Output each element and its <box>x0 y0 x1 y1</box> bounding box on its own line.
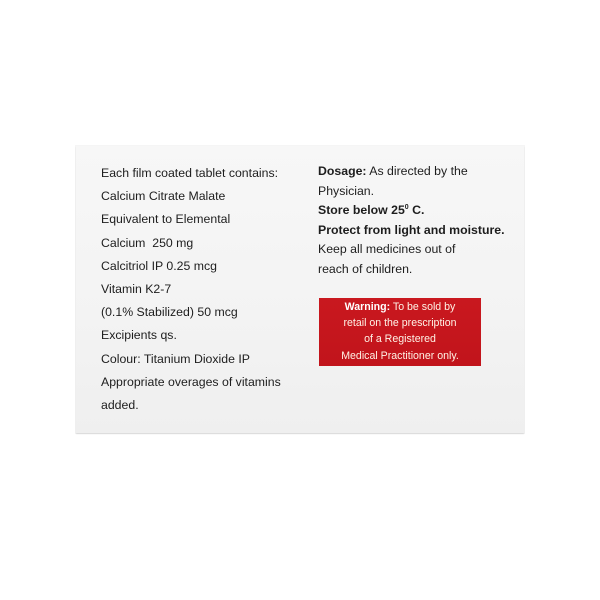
directions-column <box>318 162 518 279</box>
warning-line-1 <box>319 299 481 315</box>
composition-line: Calcium Citrate Malate <box>101 189 226 204</box>
medicine-label-card <box>76 146 524 433</box>
composition-line: Calcium 250 mg <box>101 235 194 250</box>
composition-line: Calcitriol IP 0.25 mcg <box>101 258 217 273</box>
warning-text: To be sold by <box>390 301 456 313</box>
protect-line: Protect from light and moisture. <box>318 222 505 237</box>
composition-line: (0.1% Stabilized) 50 mcg <box>101 305 238 320</box>
warning-line-4: Medical Practitioner only. <box>341 349 459 362</box>
composition-line: Equivalent to Elemental <box>101 212 231 227</box>
keep-away-line-1: Keep all medicines out of <box>318 242 456 256</box>
dosage-line <box>318 162 518 182</box>
storage-degree: 0 <box>404 203 409 211</box>
composition-line: Vitamin K2-7 <box>101 282 172 297</box>
composition-line: Appropriate overages of vitamins <box>101 374 281 389</box>
keep-away-line-2: reach of children. <box>318 261 413 276</box>
composition-line: Colour: Titanium Dioxide IP <box>101 351 250 366</box>
composition-line: Excipients qs. <box>101 328 177 343</box>
dosage-text: As directed by the <box>366 164 468 178</box>
composition-column <box>101 162 301 417</box>
composition-line: Each film coated tablet contains: <box>101 166 279 180</box>
dosage-line-2: Physician. <box>318 183 375 198</box>
composition-line: added. <box>101 398 139 413</box>
storage-text: Store below 25 <box>318 203 405 217</box>
warning-label: Warning: <box>344 301 391 313</box>
storage-unit: C. <box>408 203 425 217</box>
storage-line <box>318 201 518 221</box>
warning-line-3: of a Registered <box>364 333 436 346</box>
warning-line-2: retail on the prescription <box>343 317 457 330</box>
dosage-label: Dosage: <box>318 164 367 178</box>
warning-box <box>319 298 481 366</box>
